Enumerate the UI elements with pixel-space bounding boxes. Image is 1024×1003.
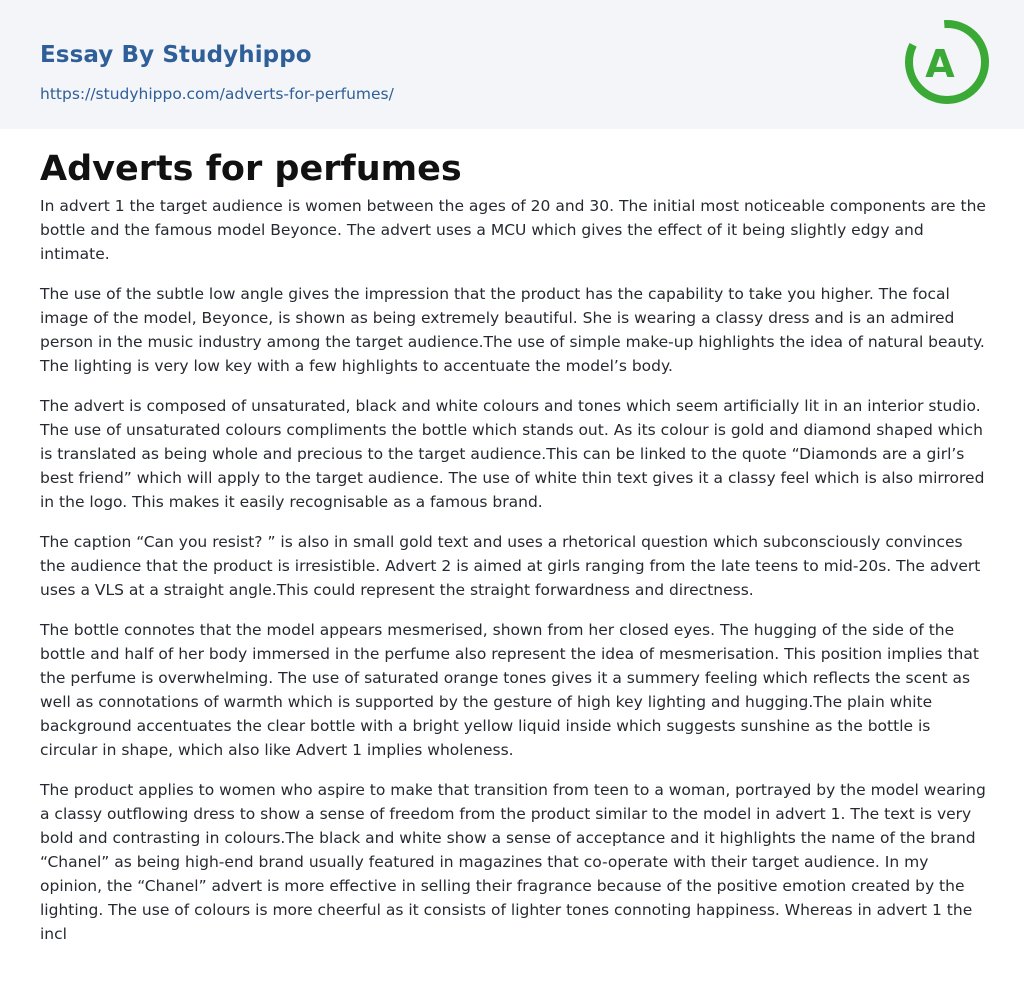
essay-paragraph: The product applies to women who aspire to make that transition from teen to a woman, portrayed by the model wearing a classy outflowing dress to show a sense of freedom from the product similar to the model in advert 1. The text is very bold and contrasting in colours.The black and white show a sense of acceptance and it highlights the name of the brand “Chanel” as being high-end brand usually featured in magazines that co-operate with their target audience. In my opinion, the “Chanel” advert is more effective in selling their fragrance because of the positive emotion created by the lighting. The use of colours is more cheerful as it consists of lighter tones connoting happiness. Whereas in advert 1 the incl (40, 781, 986, 943)
essay-body (40, 194, 986, 962)
logo-letter: A (925, 42, 955, 86)
essay-paragraph: The advert is composed of unsaturated, black and white colours and tones which seem artificially lit in an interior studio. The use of unsaturated colours compliments the bottle which stands out. As its colour is gold and diamond shaped which is translated as being whole and precious to the target audience.This can be linked to the quote “Diamonds are a girl’s best friend” which will apply to the target audience. The use of white thin text gives it a classy feel which is also mirrored in the logo. This makes it easily recognisable as a famous brand. (40, 397, 985, 511)
essay-paragraph: The bottle connotes that the model appears mesmerised, shown from her closed eyes. The hugging of the side of the bottle and half of her body immersed in the perfume also represent the idea of mesmerisation. This position implies that the perfume is overwhelming. The use of saturated orange tones gives it a summery feeling which reflects the scent as well as connotations of warmth which is supported by the gesture of high key lighting and hugging.The plain white background accentuates the clear bottle with a bright yellow liquid inside which suggests sunshine as the bottle is circular in shape, which also like Advert 1 implies wholeness. (40, 621, 979, 759)
essay-paragraph: The use of the subtle low angle gives the impression that the product has the capability to take you higher. The focal image of the model, Beyonce, is shown as being extremely beautiful. She is wearing a classy dress and is an admired person in the music industry among the target audience.The use of simple make-up highlights the idea of natural beauty. The lighting is very low key with a few highlights to accentuate the model’s body. (40, 285, 985, 375)
essay-paragraph: The caption “Can you resist? ” is also in small gold text and uses a rhetorical question which subconsciously convinces the audience that the product is irresistible. Advert 2 is aimed at girls ranging from the late teens to mid-20s. The advert uses a VLS at a straight angle.This could represent the straight forwardness and directness. (40, 533, 981, 599)
essay-paragraph: In advert 1 the target audience is women between the ages of 20 and 30. The initial most noticeable components are the bottle and the famous model Beyonce. The advert uses a MCU which gives the effect of it being slightly edgy and intimate. (40, 197, 986, 263)
page-title: Adverts for perfumes (40, 149, 462, 189)
studyhippo-logo-icon[interactable] (900, 16, 990, 106)
article-url-link[interactable]: https://studyhippo.com/adverts-for-perfumes/ (40, 85, 394, 103)
brand-title: Essay By Studyhippo (40, 42, 312, 68)
